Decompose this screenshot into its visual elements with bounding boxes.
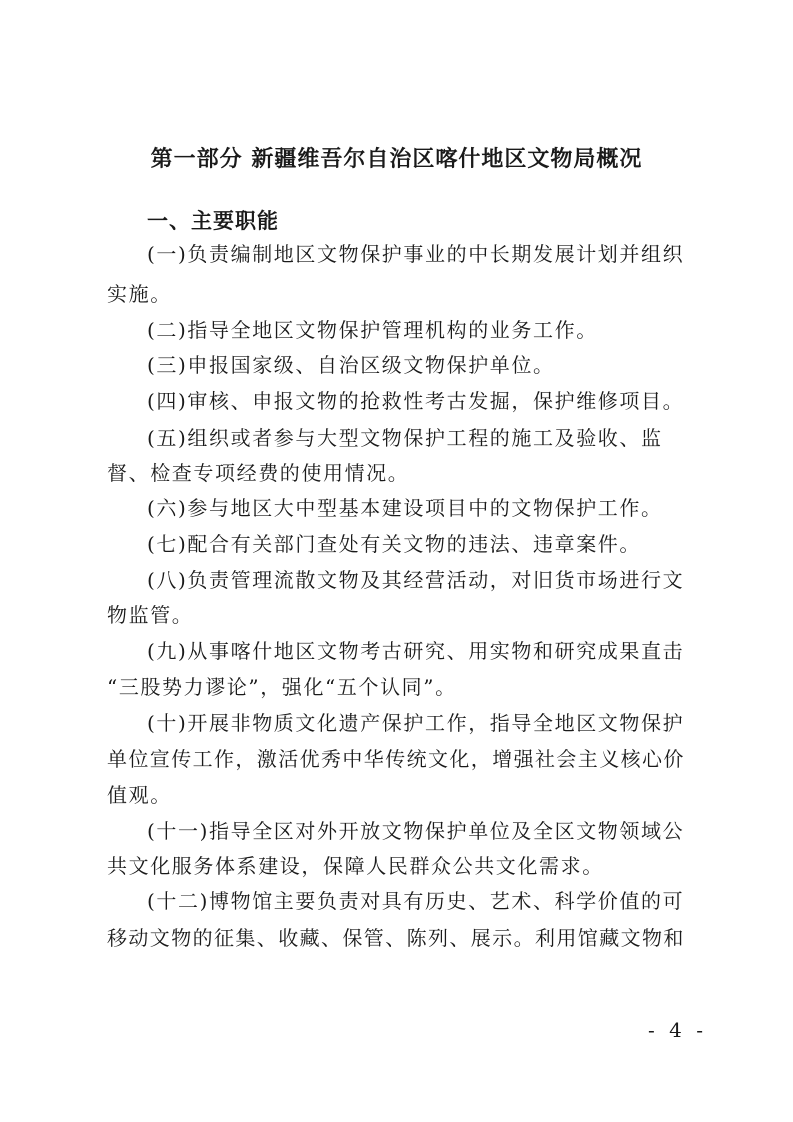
page-title: 第一部分 新疆维吾尔自治区喀什地区文物局概况 [150, 147, 643, 172]
paragraph-line: 物监管。 [107, 603, 194, 627]
page-number: - 4 - [648, 1018, 707, 1042]
paragraph-line: 实施。 [107, 282, 172, 306]
paragraph-line: (三)申报国家级、自治区级文物保护单位。 [147, 353, 555, 377]
paragraph-line: (四)审核、申报文物的抢救性考古发掘，保护维修项目。 [147, 389, 685, 413]
paragraph-line: “三股势力谬论”，强化“五个认同”。 [107, 675, 457, 699]
paragraph-line: 单位宣传工作，激活优秀中华传统文化，增强社会主义核心价 [107, 747, 685, 771]
paragraph-line: (九)从事喀什地区文物考古研究、用实物和研究成果直击 [147, 639, 685, 663]
paragraph-line: (五)组织或者参与大型文物保护工程的施工及验收、监 [147, 426, 663, 450]
paragraph-line: (十)开展非物质文化遗产保护工作，指导全地区文物保护 [147, 711, 685, 735]
paragraph-line: 值观。 [107, 783, 172, 807]
paragraph-line: 督、检查专项经费的使用情况。 [107, 461, 410, 485]
paragraph-line: (一)负责编制地区文物保护事业的中长期发展计划并组织 [147, 242, 685, 266]
paragraph-line: (八)负责管理流散文物及其经营活动，对旧货市场进行文 [147, 568, 685, 592]
section-heading: 一、主要职能 [147, 209, 279, 233]
paragraph-line: 移动文物的征集、收藏、保管、陈列、展示。利用馆藏文物和 [107, 926, 685, 950]
paragraph-line: (六)参与地区大中型基本建设项目中的文物保护工作。 [147, 496, 663, 520]
paragraph-line: (七)配合有关部门查处有关文物的违法、违章案件。 [147, 532, 642, 556]
paragraph-line: (十一)指导全区对外开放文物保护单位及全区文物领域公 [147, 819, 685, 843]
paragraph-line: (十二)博物馆主要负责对具有历史、艺术、科学价值的可 [147, 889, 685, 913]
paragraph-line: 共文化服务体系建设，保障人民群众公共文化需求。 [107, 854, 604, 878]
paragraph-line: (二)指导全地区文物保护管理机构的业务工作。 [147, 318, 598, 342]
